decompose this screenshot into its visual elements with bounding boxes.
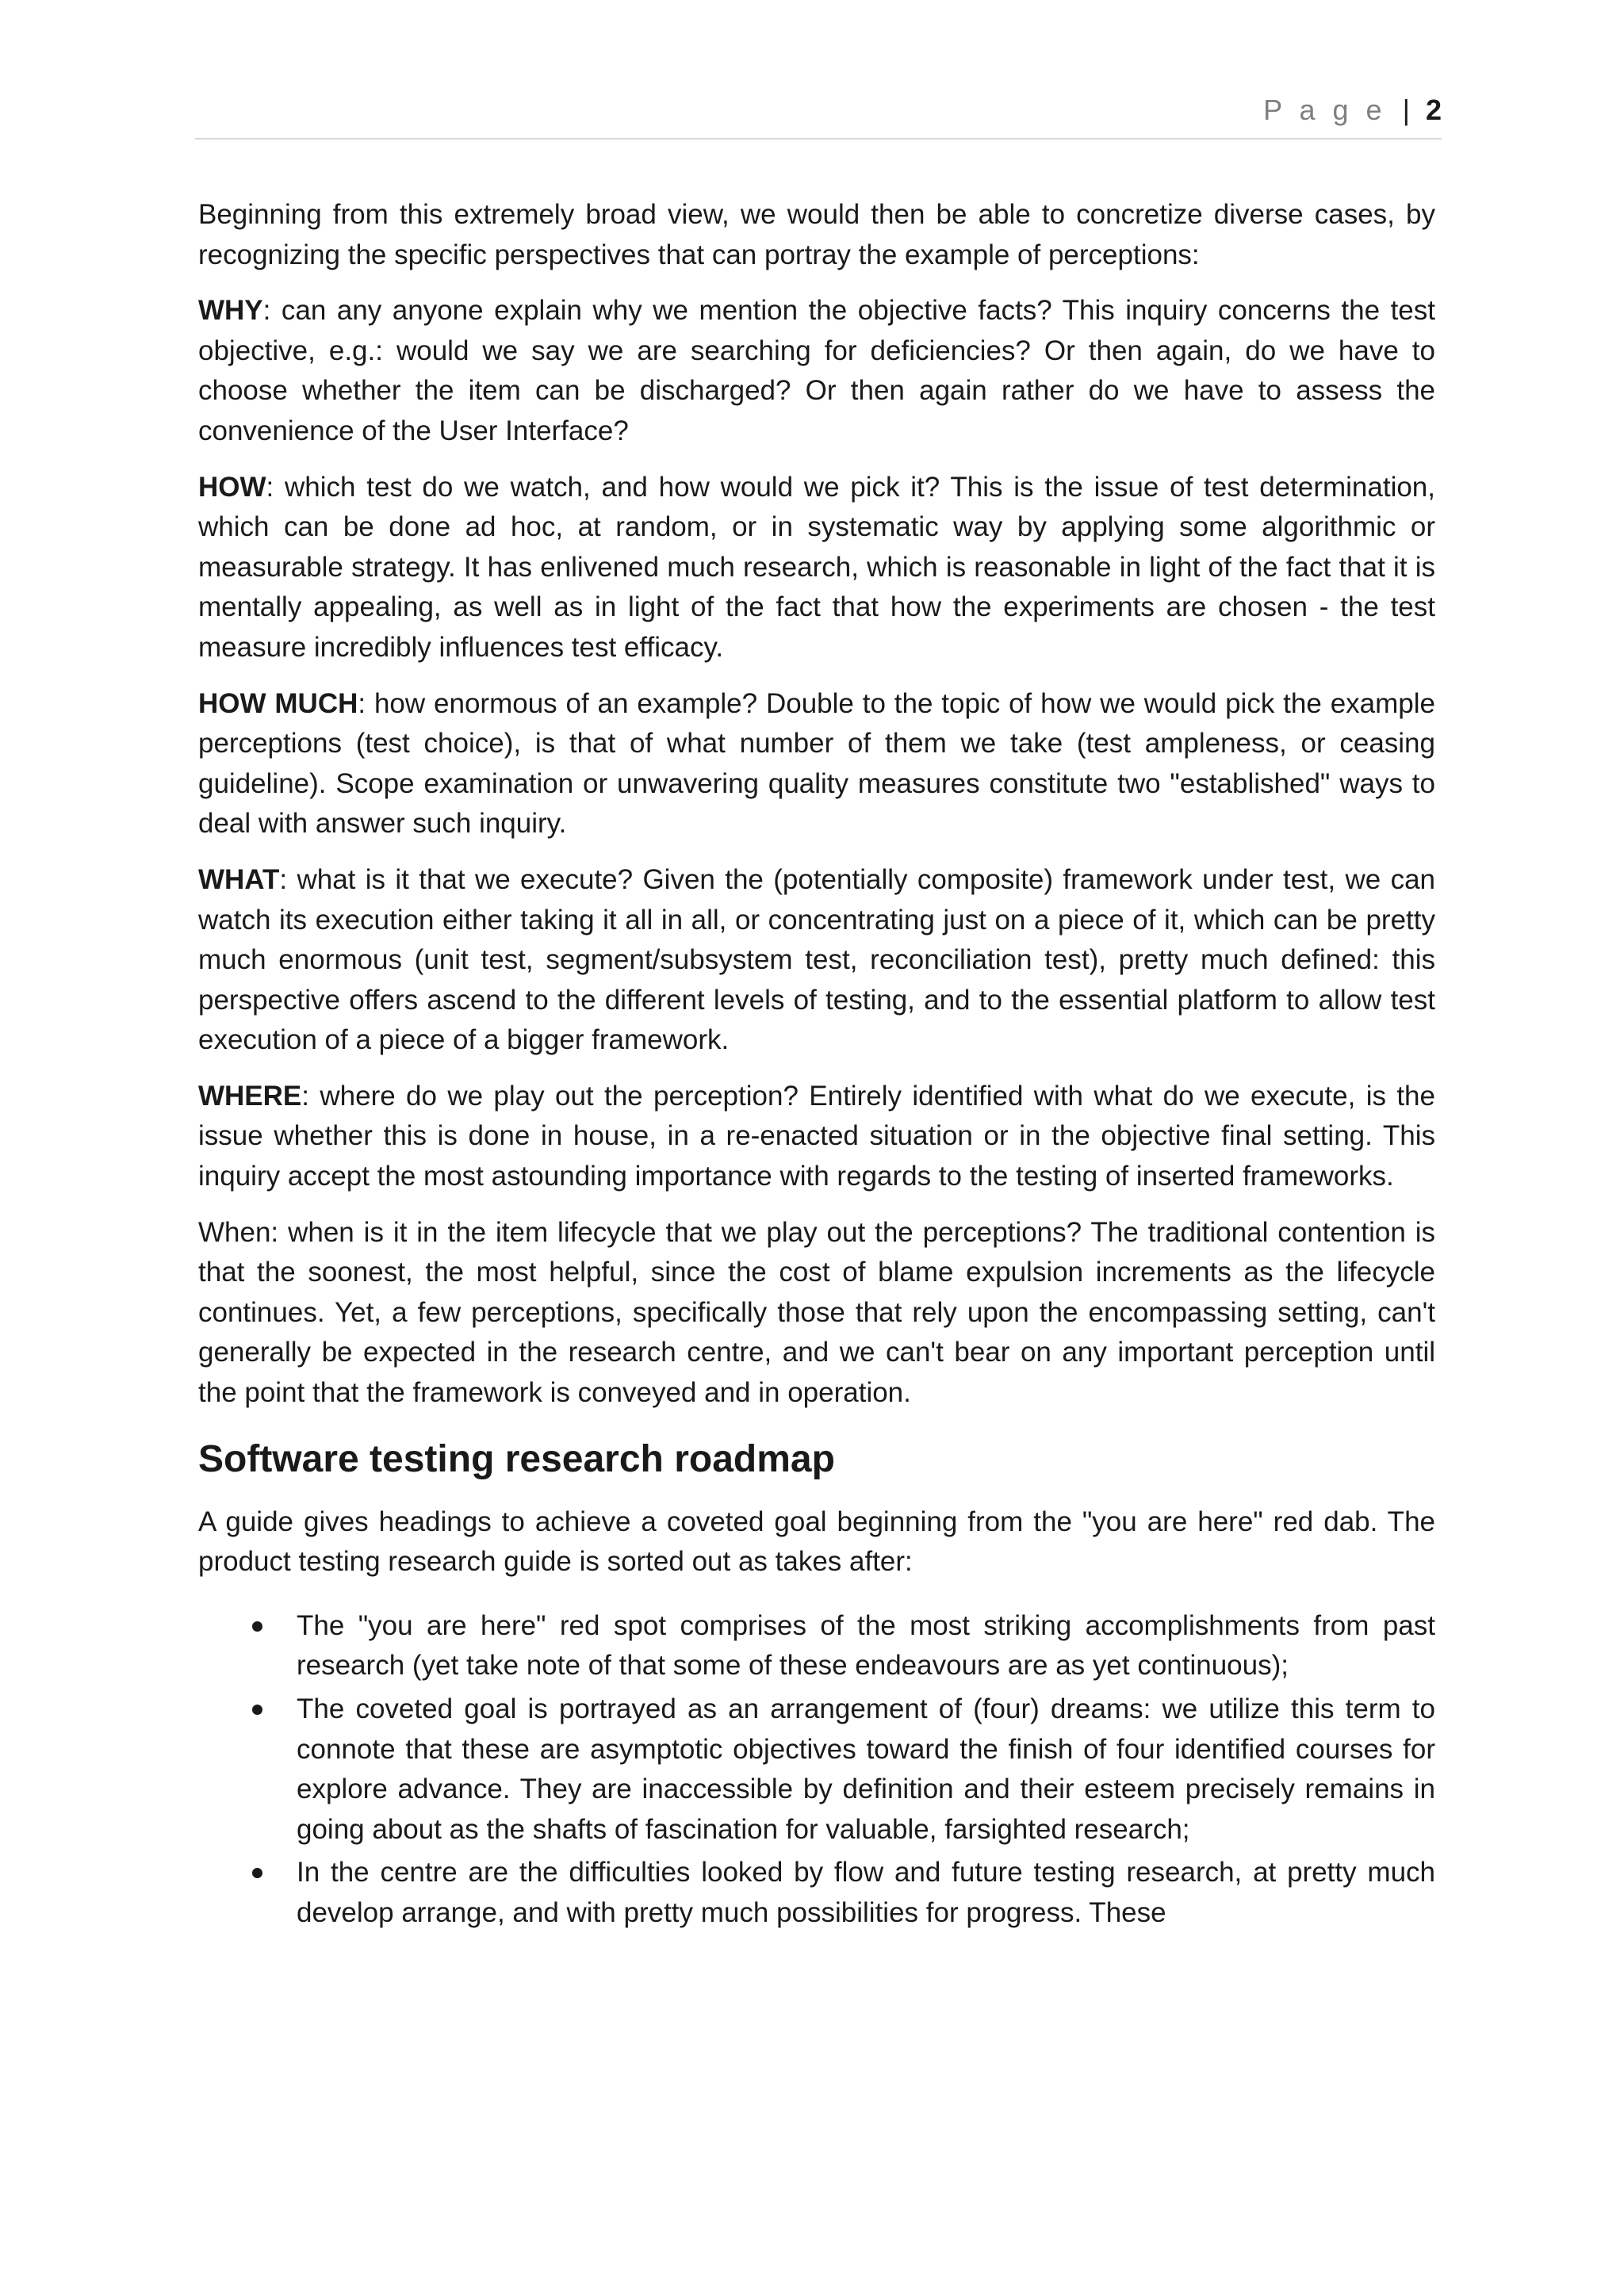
document-body bbox=[198, 195, 1435, 1937]
section-intro: A guide gives headings to achieve a coveted goal beginning from the "you are here" red dab. The product testing research guide is sorted out as takes after: bbox=[198, 1506, 1435, 1578]
bullet-list bbox=[198, 1606, 1435, 1934]
list-item-text: In the centre are the difficulties looked by flow and future testing research, at pretty much develop arrange, and with pretty much possibilities for progress. These bbox=[297, 1857, 1435, 1928]
paragraph-how bbox=[198, 468, 1435, 668]
term-how-much: HOW MUCH bbox=[198, 687, 358, 719]
text-how: : which test do we watch, and how would we pick it? This is the issue of test determination, which can be done ad hoc, at random, or in systematic way by applying some algorithmic or measurable strategy. It has enlivened much research, which is reasonable in light of the fact that it is mentally appealing, as well as in light of the fact that how the experiments are chosen - the test measure incredibly influences test efficacy. bbox=[198, 471, 1435, 663]
paragraph-intro: Beginning from this extremely broad view, we would then be able to concretize diverse cases, by recognizing the specific perspectives that can portray the example of perceptions: bbox=[198, 199, 1435, 270]
text-where: : where do we play out the perception? Entirely identified with what do we execute, is the issue whether this is done in house, in a re-enacted situation or in the objective final setting. This inquiry accept the most astounding importance with regards to the testing of inserted frameworks. bbox=[198, 1080, 1435, 1192]
list-item-text: The "you are here" red spot comprises of the most striking accomplishments from past research (yet take note of that some of these endeavours are as yet continuous); bbox=[297, 1609, 1435, 1682]
text-how-much: : how enormous of an example? Double to the topic of how we would pick the example perceptions (test choice), is that of what number of them we take (test ampleness, or ceasing guideline). Scope examination or unwavering quality measures constitute two "established" ways to deal with answer such inquiry. bbox=[198, 687, 1435, 840]
list-item bbox=[198, 1853, 1435, 1933]
list-item bbox=[198, 1606, 1435, 1686]
paragraph-how-much bbox=[198, 684, 1435, 844]
page-separator: | bbox=[1402, 94, 1410, 126]
paragraph-when: When: when is it in the item lifecycle that we play out the perceptions? The traditional contention is that the soonest, the most helpful, since the cost of blame expulsion increments as the lifecycle continues. Yet, a few perceptions, specifically those that rely upon the encompassing setting, can't generally be expected in the research centre, and we can't bear on any important perception until the point that the framework is conveyed and in operation. bbox=[198, 1216, 1435, 1409]
page-label: P a g e bbox=[1263, 94, 1387, 126]
text-why: : can any anyone explain why we mention the objective facts? This inquiry concerns the test objective, e.g.: would we say we are searching for deficiencies? Or then again, do we have to choose whether the item can be discharged? Or then again rather do we have to assess the convenience of the User Interface? bbox=[198, 295, 1435, 446]
paragraph-where bbox=[198, 1077, 1435, 1197]
term-why: WHY bbox=[198, 295, 263, 327]
page-header bbox=[195, 94, 1442, 140]
paragraph-why bbox=[198, 291, 1435, 451]
term-what: WHAT bbox=[198, 863, 280, 895]
paragraph-what bbox=[198, 860, 1435, 1061]
term-where: WHERE bbox=[198, 1080, 302, 1112]
list-item-text: The coveted goal is portrayed as an arrangement of (four) dreams: we utilize this term to connote that these are asymptotic objectives toward the finish of four identified courses for explore advance. They are inaccessible by definition and their esteem precisely remains in going about as the shafts of fascination for valuable, farsighted research; bbox=[297, 1693, 1435, 1845]
list-item bbox=[198, 1689, 1435, 1850]
page-number-value: 2 bbox=[1425, 94, 1442, 126]
bullet-icon bbox=[252, 1868, 262, 1878]
text-what: : what is it that we execute? Given the (potentially composite) framework under test, we can watch its execution either taking it all in all, or concentrating just on a piece of it, which can be pretty much enormous (unit test, segment/subsystem test, reconciliation test), pretty much defined: this perspective offers ascend to the different levels of testing, and to the essential platform to allow test execution of a piece of a bigger framework. bbox=[198, 863, 1435, 1056]
bullet-icon bbox=[252, 1705, 262, 1715]
section-heading: Software testing research roadmap bbox=[198, 1437, 835, 1480]
bullet-icon bbox=[252, 1621, 262, 1632]
page-number bbox=[1263, 94, 1442, 127]
term-how: HOW bbox=[198, 471, 266, 503]
